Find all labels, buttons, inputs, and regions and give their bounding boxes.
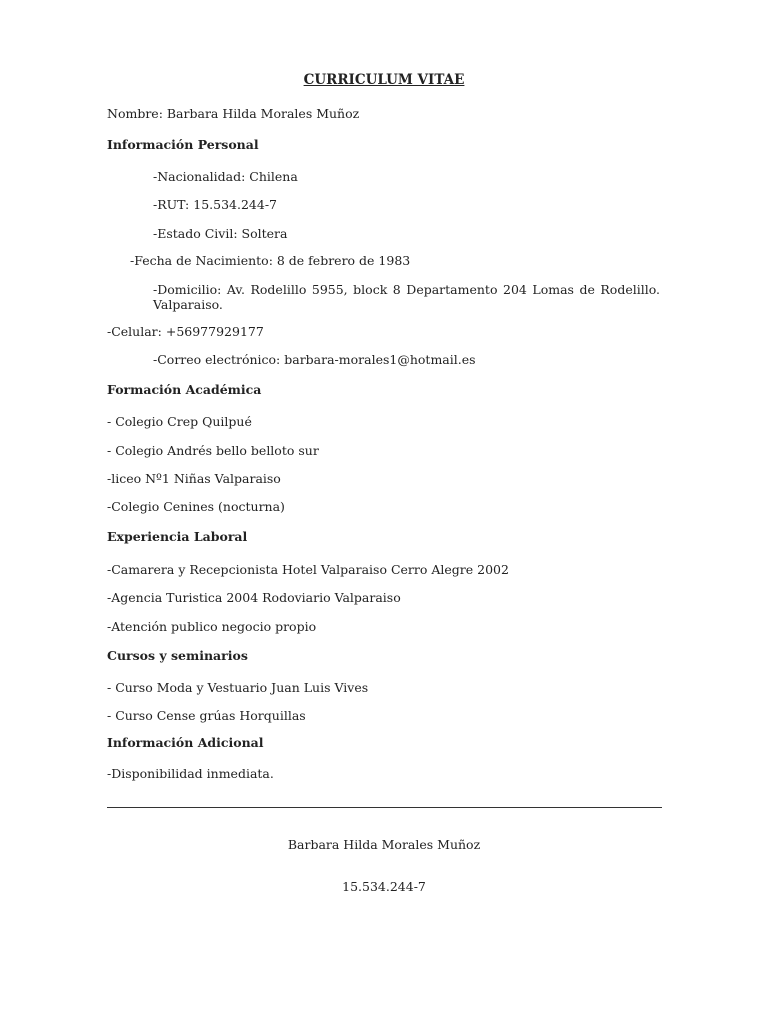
- nationality-line: -Nacionalidad: Chilena: [153, 169, 298, 184]
- section-heading-courses: Cursos y seminarios: [107, 648, 248, 663]
- section-heading-personal: Información Personal: [107, 137, 259, 152]
- course-item: - Curso Cense grúas Horquillas: [107, 708, 306, 723]
- course-item: - Curso Moda y Vestuario Juan Luis Vives: [107, 680, 369, 695]
- email-line: -Correo electrónico: barbara-morales1@hotmail.es: [153, 352, 476, 367]
- section-heading-experience: Experiencia Laboral: [107, 529, 248, 544]
- experience-item: -Camarera y Recepcionista Hotel Valparaiso Cerro Alegre 2002: [107, 562, 509, 577]
- section-heading-additional: Información Adicional: [107, 735, 264, 750]
- document-title: CURRICULUM VITAE: [303, 72, 465, 88]
- education-item: - Colegio Andrés bello belloto sur: [107, 443, 319, 458]
- civil-status-line: -Estado Civil: Soltera: [153, 226, 288, 241]
- birth-date-line: -Fecha de Nacimiento: 8 de febrero de 1983: [130, 253, 411, 268]
- rut-line: -RUT: 15.534.244-7: [153, 197, 277, 212]
- section-heading-education: Formación Académica: [107, 382, 262, 397]
- address-line: -Domicilio: Av. Rodelillo 5955, block 8 Departamento 204 Lomas de Rodelillo. Valparaiso.: [153, 282, 660, 312]
- experience-item: -Atención publico negocio propio: [107, 619, 317, 634]
- experience-item: -Agencia Turistica 2004 Rodoviario Valparaiso: [107, 590, 401, 605]
- education-item: - Colegio Crep Quilpué: [107, 414, 252, 429]
- signature-name: Barbara Hilda Morales Muñoz: [287, 837, 481, 852]
- signature-rut: 15.534.244-7: [342, 879, 426, 894]
- signature-divider: [107, 807, 662, 808]
- additional-item: -Disponibilidad inmediata.: [107, 766, 274, 781]
- education-item: -Colegio Cenines (nocturna): [107, 499, 285, 514]
- mobile-line: -Celular: +56977929177: [107, 324, 264, 339]
- full-name-line: Nombre: Barbara Hilda Morales Muñoz: [107, 106, 360, 121]
- education-item: -liceo Nº1 Niñas Valparaiso: [107, 471, 281, 486]
